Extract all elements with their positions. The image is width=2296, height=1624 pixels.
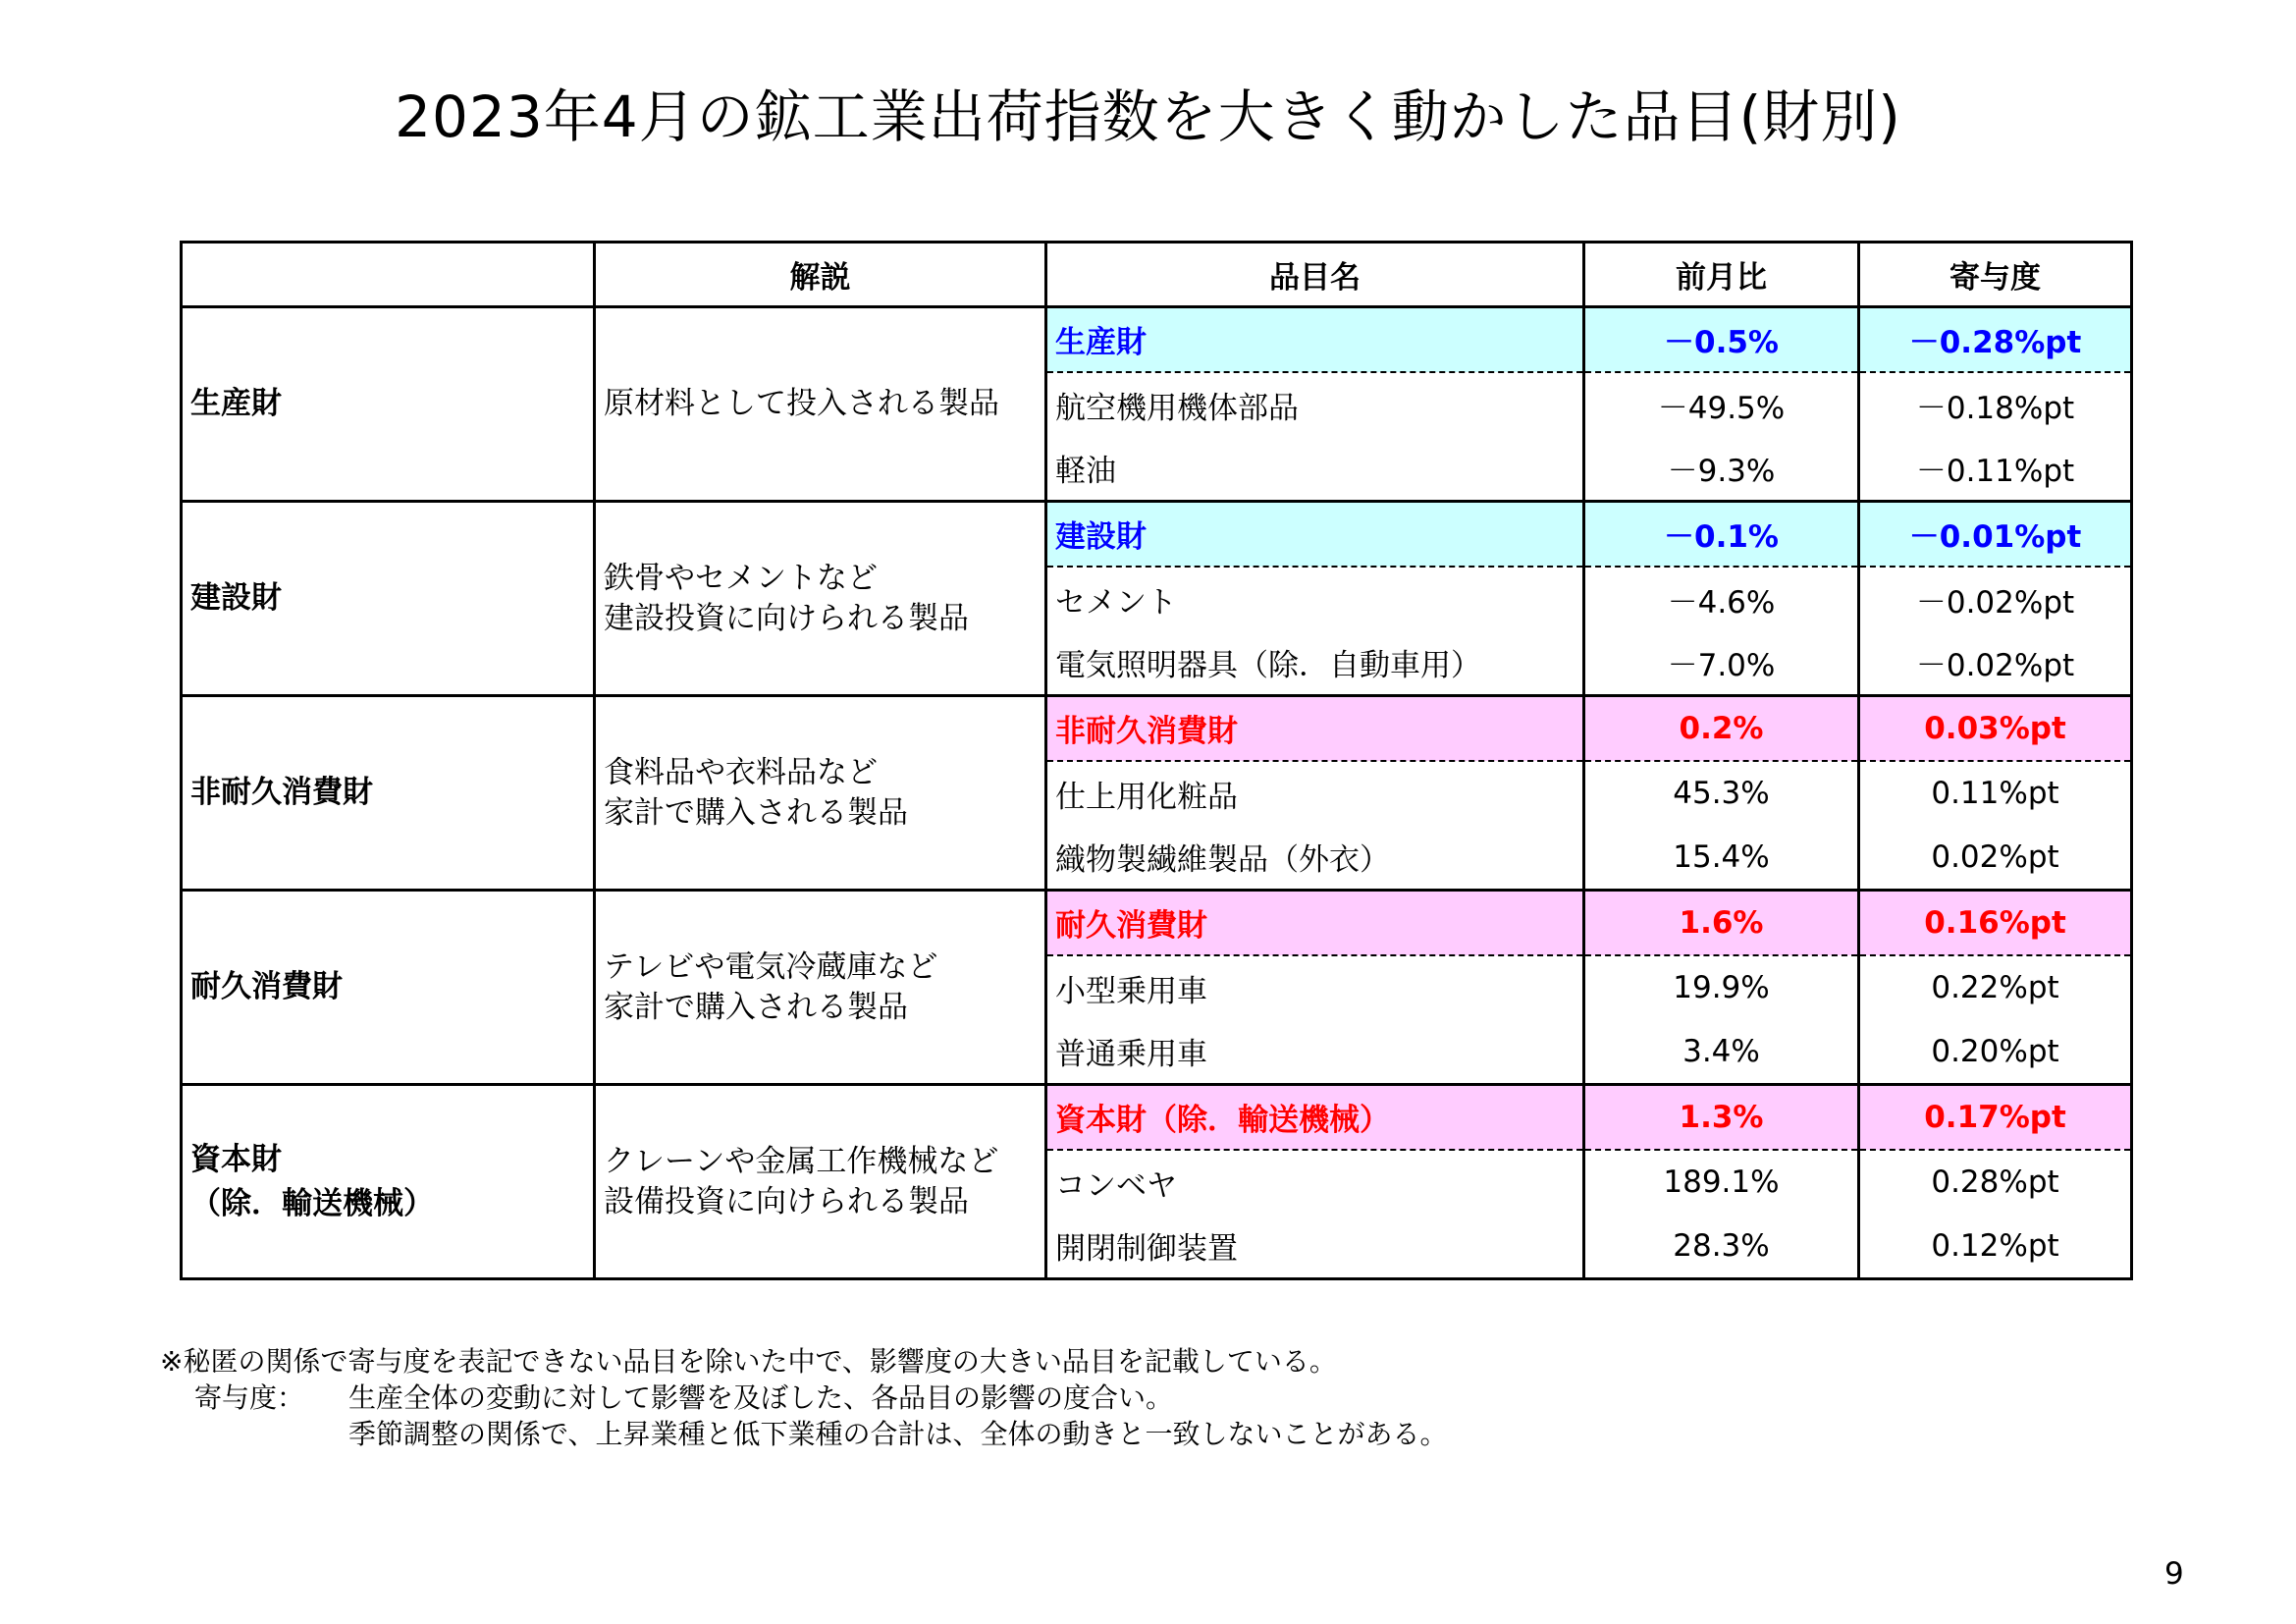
description-line: 家計で購入される製品 (604, 794, 908, 831)
category-durable-consumer-goods: 耐久消費財 (182, 891, 595, 1085)
item-name: 電気照明器具（除．自動車用） (1046, 631, 1584, 696)
page-title: 2023年4月の鉱工業出荷指数を大きく動かした品目(財別) (395, 83, 1901, 150)
description-nondurable-consumer-goods (595, 696, 1046, 891)
item-name: 建設財 (1046, 502, 1584, 567)
header-month-over-month: 前月比 (1584, 243, 1859, 307)
group-summary-row-durable-consumer-goods (182, 891, 2132, 955)
item-name: 普通乗用車 (1046, 1020, 1584, 1085)
description-production-goods: 原材料として投入される製品 (595, 307, 1046, 502)
contribution: －0.28%pt (1859, 307, 2132, 372)
page-number: 9 (2164, 1556, 2184, 1592)
description-line: 建設投資に向けられる製品 (604, 600, 969, 636)
month-over-month: 1.3% (1584, 1085, 1859, 1150)
contribution: 0.02%pt (1859, 826, 2132, 891)
category-nondurable-consumer-goods: 非耐久消費財 (182, 696, 595, 891)
category-construction-goods: 建設財 (182, 502, 595, 696)
description-line: クレーンや金属工作機械など (604, 1144, 999, 1180)
description-construction-goods (595, 502, 1046, 696)
description-capital-goods (595, 1085, 1046, 1279)
month-over-month: 1.6% (1584, 891, 1859, 955)
contribution: 0.16%pt (1859, 891, 2132, 955)
item-name: 織物製繊維製品（外衣） (1046, 826, 1584, 891)
item-name: 軽油 (1046, 437, 1584, 502)
description-line: 食料品や衣料品など (604, 755, 878, 791)
header-contribution: 寄与度 (1859, 243, 2132, 307)
item-name: 非耐久消費財 (1046, 696, 1584, 761)
contribution: 0.12%pt (1859, 1215, 2132, 1279)
category-capital-goods (182, 1085, 595, 1279)
category-line: （除．輸送機械） (190, 1185, 434, 1221)
category-line: 資本財 (190, 1141, 282, 1177)
contribution: 0.17%pt (1859, 1085, 2132, 1150)
month-over-month: －0.1% (1584, 502, 1859, 567)
item-name: 資本財（除．輸送機械） (1046, 1085, 1584, 1150)
footnote-seasonal-adjustment: 季節調整の関係で、上昇業種と低下業種の合計は、全体の動きと一致しないことがある。 (348, 1418, 1448, 1450)
group-summary-row-production-goods (182, 307, 2132, 372)
group-summary-row-capital-goods (182, 1085, 2132, 1150)
month-over-month: 28.3% (1584, 1215, 1859, 1279)
category-production-goods: 生産財 (182, 307, 595, 502)
contribution: －0.18%pt (1859, 372, 2132, 437)
item-name: 小型乗用車 (1046, 955, 1584, 1020)
contribution: 0.28%pt (1859, 1150, 2132, 1215)
item-name: 航空機用機体部品 (1046, 372, 1584, 437)
group-summary-row-nondurable-consumer-goods (182, 696, 2132, 761)
contribution: －0.02%pt (1859, 567, 2132, 631)
description-durable-consumer-goods (595, 891, 1046, 1085)
item-name: 開閉制御装置 (1046, 1215, 1584, 1279)
month-over-month: －9.3% (1584, 437, 1859, 502)
month-over-month: 45.3% (1584, 761, 1859, 826)
item-name: 耐久消費財 (1046, 891, 1584, 955)
contribution: 0.22%pt (1859, 955, 2132, 1020)
description-line: 設備投資に向けられる製品 (604, 1183, 969, 1219)
month-over-month: 15.4% (1584, 826, 1859, 891)
footnote-contribution-label: 寄与度： (194, 1381, 305, 1414)
month-over-month: －7.0% (1584, 631, 1859, 696)
contribution: －0.02%pt (1859, 631, 2132, 696)
contribution: 0.11%pt (1859, 761, 2132, 826)
table-header-row (182, 243, 2132, 307)
footnote-contribution-definition: 生産全体の変動に対して影響を及ぼした、各品目の影響の度合い。 (348, 1381, 1174, 1414)
item-name: セメント (1046, 567, 1584, 631)
month-over-month: 3.4% (1584, 1020, 1859, 1085)
header-description: 解説 (595, 243, 1046, 307)
month-over-month: 0.2% (1584, 696, 1859, 761)
header-item-name: 品目名 (1046, 243, 1584, 307)
month-over-month: －49.5% (1584, 372, 1859, 437)
description-line: 鉄骨やセメントなど (604, 561, 878, 597)
month-over-month: －4.6% (1584, 567, 1859, 631)
goods-contribution-table (180, 241, 2133, 1280)
contribution: 0.03%pt (1859, 696, 2132, 761)
footnote-confidentiality: ※秘匿の関係で寄与度を表記できない品目を除いた中で、影響度の大きい品目を記載している。 (160, 1345, 1337, 1378)
item-name: 生産財 (1046, 307, 1584, 372)
contribution: －0.11%pt (1859, 437, 2132, 502)
contribution: 0.20%pt (1859, 1020, 2132, 1085)
item-name: 仕上用化粧品 (1046, 761, 1584, 826)
description-line: テレビや電気冷蔵庫など (604, 949, 938, 986)
group-summary-row-construction-goods (182, 502, 2132, 567)
item-name: コンベヤ (1046, 1150, 1584, 1215)
header-category (182, 243, 595, 307)
description-line: 家計で購入される製品 (604, 989, 908, 1025)
month-over-month: 19.9% (1584, 955, 1859, 1020)
month-over-month: 189.1% (1584, 1150, 1859, 1215)
month-over-month: －0.5% (1584, 307, 1859, 372)
contribution: －0.01%pt (1859, 502, 2132, 567)
